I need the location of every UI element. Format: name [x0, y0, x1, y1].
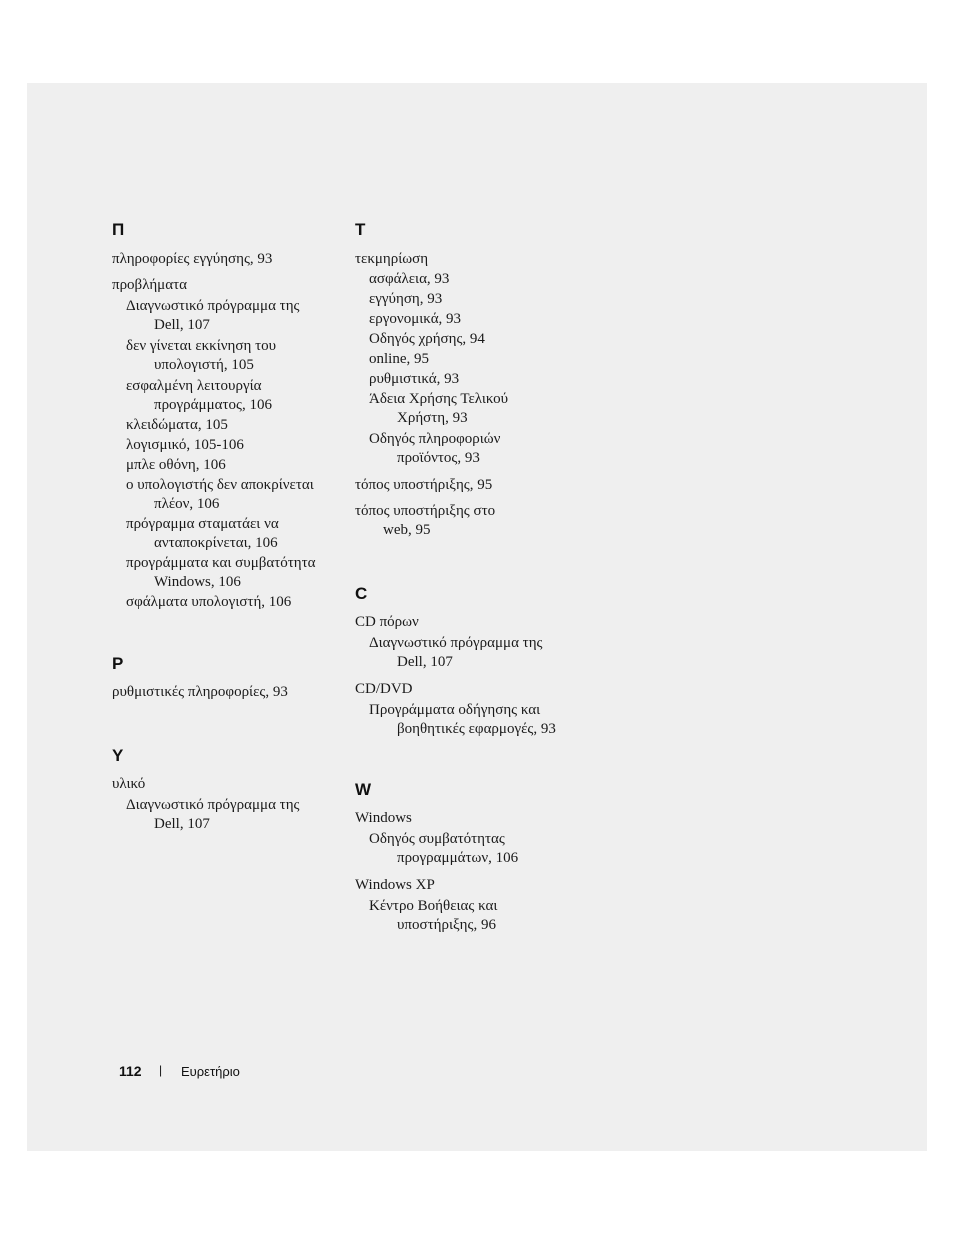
index-subentry: προγράμματα και συμβατότητα Windows, 106 [126, 555, 316, 590]
index-subentry: ο υπολογιστής δεν αποκρίνεται πλέον, 106 [126, 477, 314, 512]
index-section-tau [355, 220, 595, 540]
index-subentry: εσφαλμένη λειτουργία προγράμματος, 106 [126, 378, 272, 413]
page-footer [119, 1063, 240, 1079]
page-number: 112 [119, 1063, 142, 1079]
index-section-w [355, 780, 595, 935]
index-entry: τόπος υποστήριξης, 95 [355, 477, 493, 493]
index-entry: τόπος υποστήριξης στο web, 95 [355, 503, 496, 538]
section-letter: C [355, 584, 368, 603]
index-subentry: Διαγνωστικό πρόγραμμα της Dell, 107 [126, 797, 300, 832]
index-subentry: Οδηγός συμβατότητας προγραμμάτων, 106 [369, 831, 519, 866]
index-entry: CD πόρων [355, 614, 419, 630]
index-subentry: Οδηγός χρήσης, 94 [369, 331, 485, 347]
index-section-upsilon [112, 746, 337, 834]
section-letter: Π [112, 220, 125, 239]
index-entry: προβλήματα [112, 277, 187, 293]
index-page [27, 83, 927, 1151]
index-subentry: δεν γίνεται εκκίνηση του υπολογιστή, 105 [126, 338, 277, 373]
index-subentry: μπλε οθόνη, 106 [126, 457, 226, 473]
section-letter: Ρ [112, 654, 124, 673]
footer-section-title: Ευρετήριο [181, 1064, 240, 1079]
index-subentry: εγγύηση, 93 [369, 291, 443, 307]
index-subentry: κλειδώματα, 105 [126, 417, 228, 433]
index-subentry: ασφάλεια, 93 [369, 271, 450, 287]
index-section-pi [112, 220, 337, 612]
index-subentry: Διαγνωστικό πρόγραμμα της Dell, 107 [126, 298, 300, 333]
index-entry: υλικό [112, 776, 146, 792]
index-entry: Windows [355, 810, 412, 826]
index-subentry: online, 95 [369, 351, 429, 367]
index-section-rho [112, 654, 337, 702]
index-entry: Windows XP [355, 877, 435, 893]
index-subentry: Άδεια Χρήσης Τελικού Χρήστη, 93 [369, 391, 509, 426]
index-subentry: λογισμικό, 105-106 [126, 437, 244, 453]
section-letter: W [355, 780, 372, 799]
index-subentry: πρόγραμμα σταματάει να ανταποκρίνεται, 106 [126, 516, 279, 551]
index-subentry: Οδηγός πληροφοριών προϊόντος, 93 [369, 431, 501, 466]
index-subentry: εργονομικά, 93 [369, 311, 462, 327]
index-section-c [355, 584, 595, 739]
index-entry: ρυθμιστικές πληροφορίες, 93 [112, 684, 288, 700]
index-subentry: Προγράμματα οδήγησης και βοηθητικές εφαρμογές, 93 [369, 702, 556, 737]
index-entry: τεκμηρίωση [355, 251, 429, 267]
index-subentry: Κέντρο Βοήθειας και υποστήριξης, 96 [369, 898, 498, 933]
index-subentry: σφάλματα υπολογιστή, 106 [126, 594, 292, 610]
index-entry: CD/DVD [355, 681, 413, 697]
section-letter: Υ [112, 746, 124, 765]
index-subentry: ρυθμιστικά, 93 [369, 371, 460, 387]
index-entry: πληροφορίες εγγύησης, 93 [112, 251, 273, 267]
footer-separator: | [159, 1063, 163, 1077]
index-subentry: Διαγνωστικό πρόγραμμα της Dell, 107 [369, 635, 543, 670]
section-letter: Τ [355, 220, 366, 239]
